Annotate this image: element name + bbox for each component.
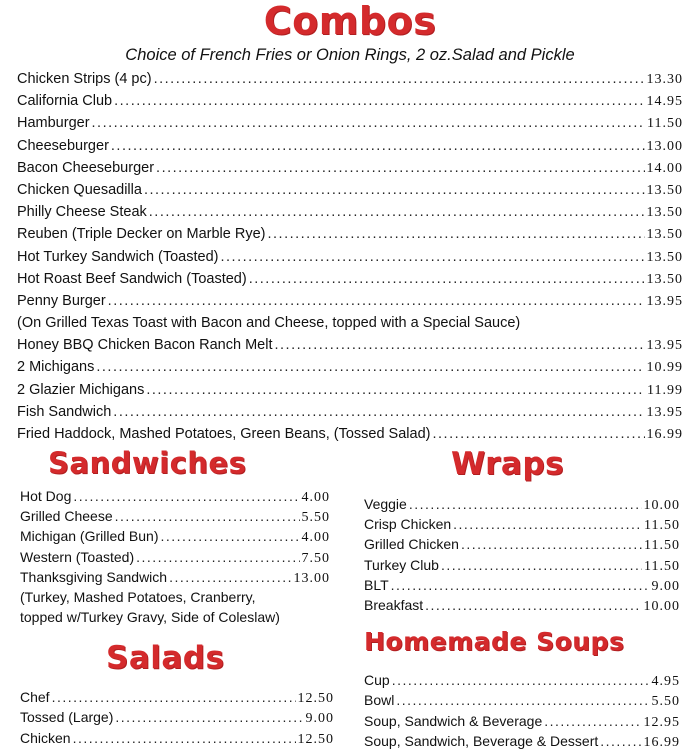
item-name: Hot Dog bbox=[20, 488, 72, 504]
menu-item bbox=[20, 707, 334, 727]
item-name: Fish Sandwich bbox=[17, 403, 112, 420]
menu-item bbox=[17, 334, 683, 356]
leader-dots bbox=[113, 401, 644, 423]
leader-dots bbox=[544, 711, 641, 731]
item-name: Grilled Chicken bbox=[364, 536, 459, 553]
item-price: 13.95 bbox=[646, 293, 683, 309]
item-name: Turkey Club bbox=[364, 556, 439, 573]
item-price: 10.99 bbox=[646, 360, 683, 376]
item-price: 16.99 bbox=[646, 427, 683, 442]
item-price: 14.00 bbox=[646, 160, 683, 176]
item-name: Bacon Cheeseburger bbox=[17, 159, 155, 176]
item-name: Cheeseburger bbox=[17, 137, 109, 154]
item-name: Fried Haddock, Mashed Potatoes, Green Beans, (Tossed Salad) bbox=[17, 426, 431, 442]
menu-item bbox=[364, 555, 680, 575]
leader-dots bbox=[92, 112, 645, 134]
menu-item bbox=[20, 547, 330, 567]
penny-burger-note: (On Grilled Texas Toast with Bacon and Cheese, topped with a Special Sauce) bbox=[17, 315, 521, 332]
item-price: 13.50 bbox=[646, 249, 683, 265]
leader-dots bbox=[115, 707, 303, 727]
item-name: Hot Roast Beef Sandwich (Toasted) bbox=[17, 270, 247, 287]
leader-dots bbox=[154, 68, 645, 90]
leader-dots bbox=[169, 567, 291, 587]
thanksgiving-note-line: topped w/Turkey Gravy, Side of Coleslaw) bbox=[20, 609, 280, 626]
leader-dots bbox=[600, 731, 641, 751]
menu-item bbox=[364, 731, 680, 751]
leader-dots bbox=[115, 506, 300, 526]
item-price: 5.50 bbox=[301, 510, 330, 526]
item-name: Veggie bbox=[364, 496, 407, 512]
leader-dots bbox=[114, 90, 644, 112]
item-name: Chef bbox=[20, 689, 50, 705]
menu-item bbox=[17, 290, 683, 312]
item-name: 2 Glazier Michigans bbox=[17, 381, 145, 398]
item-name: Breakfast bbox=[364, 596, 424, 613]
item-name: Michigan (Grilled Bun) bbox=[20, 528, 159, 545]
menu-item bbox=[17, 379, 683, 401]
item-name: Chicken Strips (4 pc) bbox=[17, 71, 152, 87]
menu-item bbox=[364, 534, 680, 554]
item-price: 13.00 bbox=[293, 570, 330, 586]
item-price: 13.95 bbox=[646, 338, 683, 354]
item-price: 13.50 bbox=[646, 182, 683, 198]
item-price: 4.95 bbox=[651, 674, 680, 689]
menu-item bbox=[364, 711, 680, 731]
item-price: 13.95 bbox=[646, 404, 683, 420]
item-name: Tossed (Large) bbox=[20, 709, 114, 726]
leader-dots bbox=[149, 201, 645, 223]
item-price: 14.95 bbox=[646, 94, 683, 110]
leader-dots bbox=[275, 334, 645, 356]
item-price: 12.95 bbox=[643, 714, 680, 730]
item-price: 7.50 bbox=[301, 550, 330, 566]
leader-dots bbox=[73, 486, 299, 506]
leader-dots bbox=[425, 595, 641, 615]
item-name: Reuben (Triple Decker on Marble Rye) bbox=[17, 226, 266, 243]
item-price: 9.00 bbox=[305, 711, 334, 727]
item-name: Chicken Quesadilla bbox=[17, 181, 142, 198]
item-price: 5.50 bbox=[651, 694, 680, 710]
leader-dots bbox=[144, 179, 645, 201]
menu-item bbox=[364, 514, 680, 534]
menu-item bbox=[20, 526, 330, 546]
item-price: 13.00 bbox=[646, 138, 683, 154]
menu-item bbox=[20, 728, 334, 748]
combos-list bbox=[17, 68, 683, 445]
menu-item bbox=[364, 575, 680, 595]
sandwiches-heading: Sandwiches bbox=[48, 446, 247, 480]
menu-item bbox=[20, 506, 330, 526]
item-name: Thanksgiving Sandwich bbox=[20, 568, 168, 585]
menu-item bbox=[17, 356, 683, 378]
soups-heading: Homemade Soups bbox=[364, 627, 625, 656]
item-name: Chicken bbox=[20, 729, 71, 746]
menu-item bbox=[17, 268, 683, 290]
item-price: 11.50 bbox=[647, 116, 683, 132]
leader-dots bbox=[156, 157, 644, 179]
leader-dots bbox=[249, 268, 645, 290]
leader-dots bbox=[52, 687, 296, 707]
item-price: 12.50 bbox=[297, 691, 334, 706]
leader-dots bbox=[111, 135, 645, 157]
item-name: Hot Turkey Sandwich (Toasted) bbox=[17, 248, 219, 265]
item-name: Crisp Chicken bbox=[364, 516, 452, 533]
item-name: Grilled Cheese bbox=[20, 508, 113, 525]
item-price: 10.00 bbox=[643, 598, 680, 614]
leader-dots bbox=[441, 555, 642, 575]
thanksgiving-note-line: (Turkey, Mashed Potatoes, Cranberry, bbox=[20, 588, 256, 605]
leader-dots bbox=[220, 246, 644, 268]
item-name: California Club bbox=[17, 93, 113, 110]
item-price: 12.50 bbox=[297, 731, 334, 747]
menu-item bbox=[17, 90, 683, 112]
menu-item bbox=[17, 223, 683, 245]
leader-dots bbox=[73, 728, 296, 748]
combos-heading: Combos bbox=[263, 0, 437, 43]
menu-item bbox=[17, 179, 683, 201]
item-name: 2 Michigans bbox=[17, 359, 95, 376]
item-price: 11.50 bbox=[644, 538, 680, 554]
leader-dots bbox=[96, 356, 644, 378]
item-name: Cup bbox=[364, 672, 390, 688]
combos-subtitle: Choice of French Fries or Onion Rings, 2 oz.Salad and Pickle bbox=[125, 46, 575, 64]
menu-item bbox=[17, 68, 683, 90]
menu-item bbox=[17, 157, 683, 179]
item-name: Honey BBQ Chicken Bacon Ranch Melt bbox=[17, 337, 273, 354]
item-price: 13.30 bbox=[646, 72, 683, 87]
item-price: 9.00 bbox=[651, 578, 680, 594]
menu-item bbox=[17, 112, 683, 134]
item-price: 11.99 bbox=[647, 382, 683, 398]
item-name: Philly Cheese Steak bbox=[17, 204, 147, 221]
item-name: Soup, Sandwich, Beverage & Dessert bbox=[364, 732, 599, 749]
leader-dots bbox=[161, 526, 300, 546]
leader-dots bbox=[453, 514, 642, 534]
menu-item bbox=[17, 423, 683, 445]
salads-heading: Salads bbox=[106, 640, 225, 676]
item-price: 13.50 bbox=[646, 205, 683, 221]
item-name: Soup, Sandwich & Beverage bbox=[364, 712, 543, 729]
leader-dots bbox=[136, 547, 299, 567]
leader-dots bbox=[396, 690, 649, 710]
item-name: Hamburger bbox=[17, 115, 90, 132]
menu-item bbox=[20, 567, 330, 587]
leader-dots bbox=[409, 494, 642, 514]
leader-dots bbox=[267, 223, 644, 245]
menu-item bbox=[364, 670, 680, 690]
leader-dots bbox=[108, 290, 645, 312]
item-price: 4.00 bbox=[301, 530, 330, 546]
menu-item bbox=[20, 687, 334, 707]
menu-item bbox=[364, 494, 680, 514]
item-name: Bowl bbox=[364, 692, 395, 709]
item-price: 13.50 bbox=[646, 271, 683, 287]
leader-dots bbox=[146, 379, 645, 401]
item-price: 16.99 bbox=[643, 734, 680, 750]
soups-list bbox=[364, 670, 680, 751]
menu-item bbox=[364, 595, 680, 615]
menu-item bbox=[17, 401, 683, 423]
item-name: Western (Toasted) bbox=[20, 548, 135, 565]
menu-item bbox=[20, 486, 330, 506]
leader-dots bbox=[461, 534, 642, 554]
salads-list bbox=[20, 687, 334, 748]
item-name: BLT bbox=[364, 576, 389, 593]
leader-dots bbox=[391, 575, 650, 595]
menu-item bbox=[364, 690, 680, 710]
menu-item bbox=[17, 135, 683, 157]
sandwiches-list bbox=[20, 486, 330, 627]
wraps-heading: Wraps bbox=[451, 446, 564, 482]
item-price: 11.50 bbox=[644, 558, 680, 574]
item-price: 11.50 bbox=[644, 518, 680, 534]
leader-dots bbox=[392, 670, 650, 690]
menu-item bbox=[17, 246, 683, 268]
item-price: 4.00 bbox=[301, 490, 330, 505]
item-price: 10.00 bbox=[643, 498, 680, 513]
leader-dots bbox=[432, 423, 644, 445]
item-price: 13.50 bbox=[646, 227, 683, 243]
menu-item bbox=[17, 201, 683, 223]
wraps-list bbox=[364, 494, 680, 615]
item-name: Penny Burger bbox=[17, 292, 106, 309]
